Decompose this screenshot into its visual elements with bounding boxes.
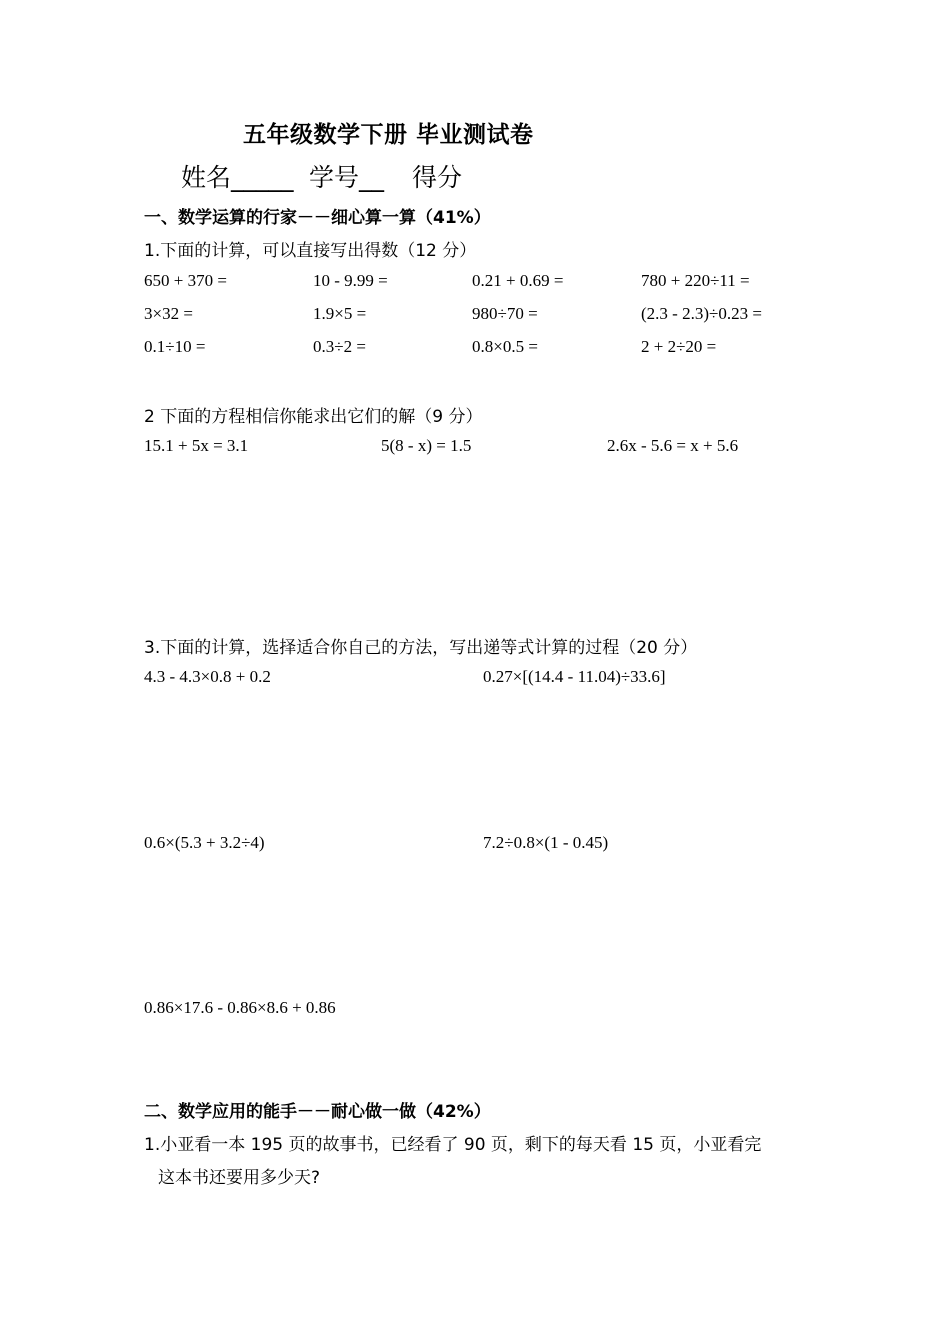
calc-item: 1.9×5 =	[313, 304, 367, 323]
equation-item: 2.6x - 5.6 = x + 5.6	[607, 436, 739, 455]
word-problem-line1: 1.小亚看一本 195 页的故事书，已经看了 90 页，剩下的每天看 15 页，小亚看完	[144, 1135, 762, 1155]
word-problem-line2: 这本书还要用多少天?	[158, 1168, 321, 1188]
calc-item: 780 + 220÷11 =	[641, 271, 750, 290]
q2-prompt: 2 下面的方程相信你能求出它们的解（9 分）	[144, 407, 483, 427]
calc-item: 0.3÷2 =	[313, 337, 366, 356]
student-id-field: 学号__	[309, 163, 385, 192]
calc-item: 3×32 =	[144, 304, 193, 323]
calc-item: 2 + 2÷20 =	[641, 337, 717, 356]
equation-item: 5(8 - x) = 1.5	[381, 436, 472, 455]
equation-item: 15.1 + 5x = 3.1	[144, 436, 249, 455]
stepwise-item: 0.86×17.6 - 0.86×8.6 + 0.86	[144, 998, 336, 1017]
student-name-field: 姓名_____	[181, 163, 294, 192]
q1-prompt: 1.下面的计算，可以直接写出得数（12 分）	[144, 241, 477, 261]
section2-heading: 二、数学应用的能手－－耐心做一做（42%）	[144, 1102, 491, 1122]
stepwise-item: 7.2÷0.8×(1 - 0.45)	[483, 833, 609, 852]
score-field: 得分	[412, 163, 463, 192]
calc-item: 0.21 + 0.69 =	[472, 271, 564, 290]
calc-item: 650 + 370 =	[144, 271, 227, 290]
exam-title: 五年级数学下册 毕业测试卷	[243, 122, 534, 148]
calc-item: 10 - 9.99 =	[313, 271, 388, 290]
calc-item: 980÷70 =	[472, 304, 538, 323]
calc-item: (2.3 - 2.3)÷0.23 =	[641, 304, 762, 323]
calc-item: 0.1÷10 =	[144, 337, 206, 356]
section1-heading: 一、数学运算的行家－－细心算一算（41%）	[144, 208, 491, 228]
stepwise-item: 0.6×(5.3 + 3.2÷4)	[144, 833, 265, 852]
calc-item: 0.8×0.5 =	[472, 337, 538, 356]
stepwise-item: 4.3 - 4.3×0.8 + 0.2	[144, 667, 271, 686]
stepwise-item: 0.27×[(14.4 - 11.04)÷33.6]	[483, 667, 666, 686]
q3-prompt: 3.下面的计算，选择适合你自己的方法，写出递等式计算的过程（20 分）	[144, 638, 698, 658]
